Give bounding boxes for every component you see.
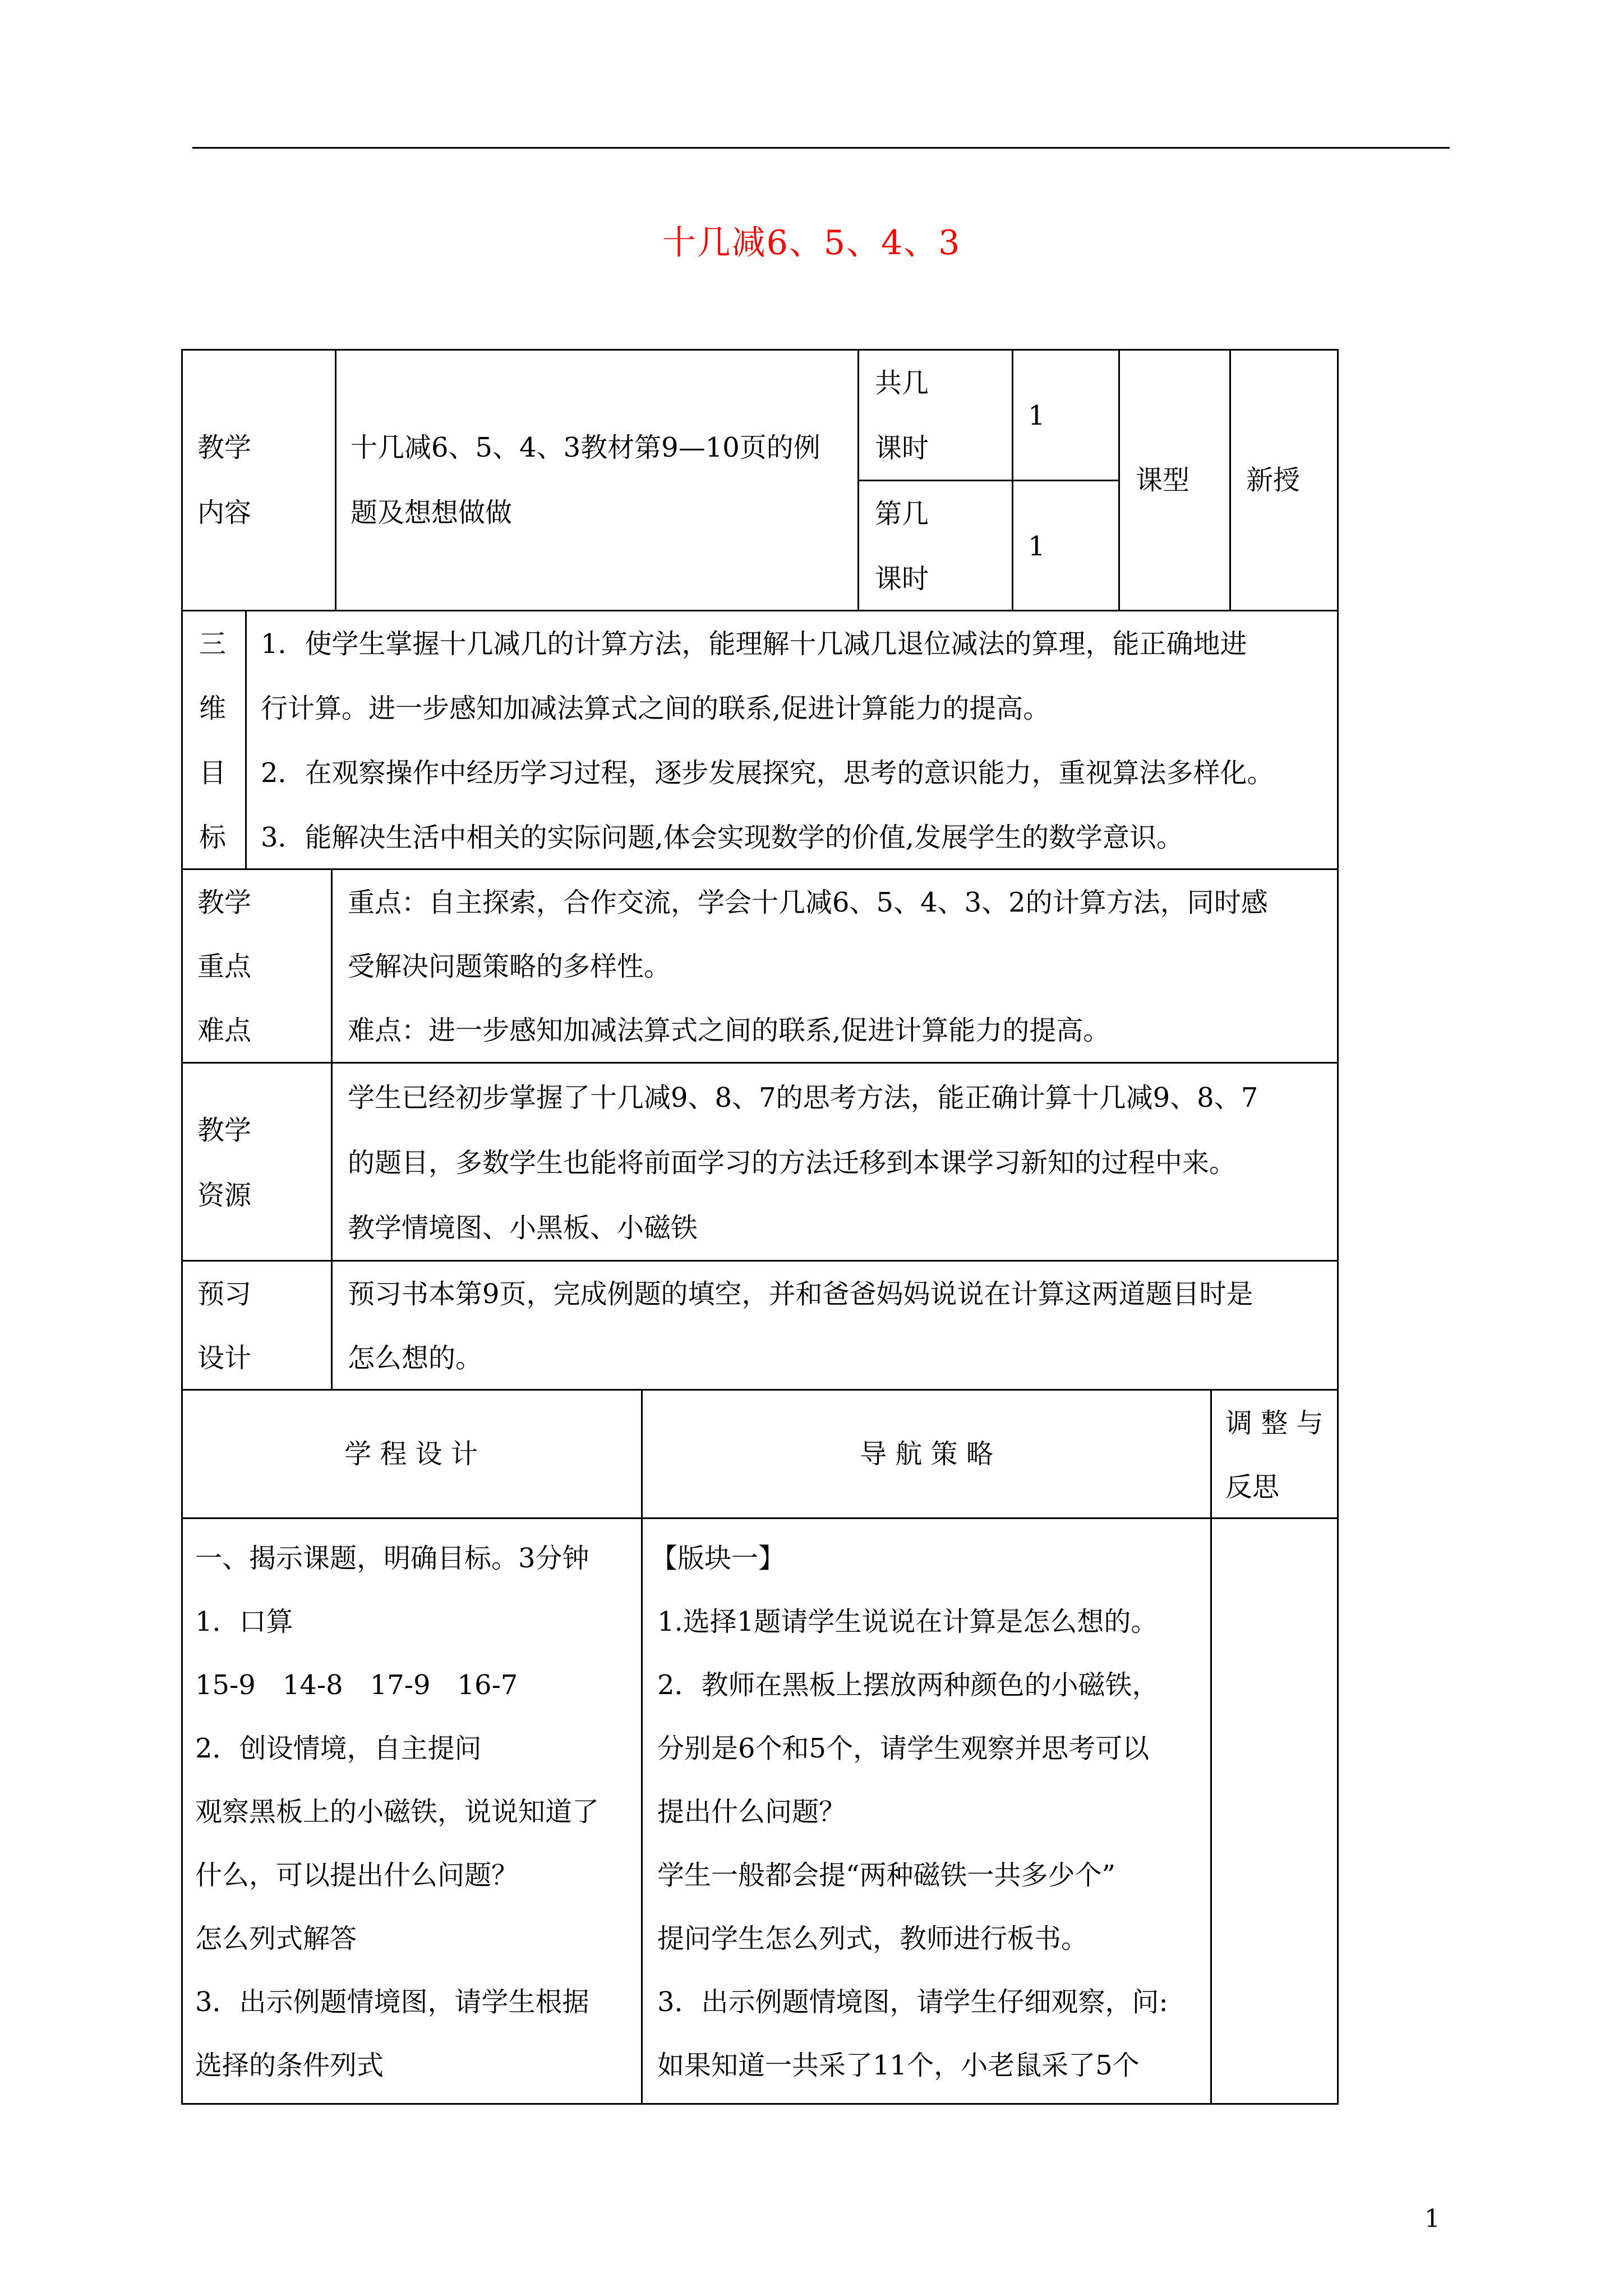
process-line: 选择的条件列式 (195, 2050, 384, 2081)
col-divider (641, 1389, 643, 2105)
goals-label-char: 三 (199, 628, 227, 660)
preview-label: 设计 (197, 1342, 252, 1374)
total-periods-label: 共几 (875, 367, 929, 399)
preview-label: 预习 (197, 1278, 252, 1310)
key-points-label: 重点 (197, 951, 252, 982)
col-divider (335, 349, 336, 611)
resources-line: 教学情境图、小黑板、小磁铁 (348, 1212, 698, 1244)
goal-line: 行计算。进一步感知加减法算式之间的联系,促进计算能力的提高。 (261, 693, 1050, 724)
process-line: 一、揭示课题，明确目标。3分钟 (195, 1543, 589, 1574)
goal-line: 3．能解决生活中相关的实际问题,体会实现数学的价值,发展学生的数学意识。 (261, 822, 1184, 853)
key-points-label: 难点 (197, 1015, 252, 1046)
content-text: 十几减6、5、4、3教材第9—10页的例 (351, 432, 820, 463)
process-line: 观察黑板上的小磁铁，说说知道了 (195, 1796, 600, 1828)
process-line: 怎么列式解答 (195, 1923, 357, 1954)
key-points-line: 受解决问题策略的多样性。 (348, 951, 671, 982)
nth-period-label: 第几 (875, 498, 929, 530)
strategy-line: 提问学生怎么列式，教师进行板书。 (657, 1923, 1089, 1954)
key-points-line: 重点：自主探索，合作交流，学会十几减6、5、4、3、2的计算方法，同时感 (348, 887, 1268, 918)
col-divider (331, 868, 333, 1389)
total-periods-value: 1 (1028, 400, 1045, 431)
lesson-type-label: 课型 (1136, 464, 1190, 496)
total-periods-label: 课时 (875, 432, 929, 464)
nth-period-label: 课时 (875, 563, 929, 595)
content-label: 内容 (197, 497, 252, 528)
goal-line: 2．在观察操作中经历学习过程，逐步发展探究，思考的意识能力，重视算法多样化。 (261, 757, 1274, 789)
process-line: 3．出示例题情境图，请学生根据 (195, 1986, 589, 2018)
strategy-header: 导 航 策 略 (860, 1438, 993, 1470)
page-title: 十几减6、5、4、3 (662, 223, 961, 263)
col-divider (1210, 1389, 1212, 2105)
reflection-header: 反思 (1225, 1471, 1280, 1503)
strategy-line: 提出什么问题？ (657, 1796, 846, 1828)
col-divider (1118, 349, 1120, 611)
strategy-line: 分别是6个和5个，请学生观察并思考可以 (657, 1733, 1150, 1764)
strategy-line: 3．出示例题情境图，请学生仔细观察，问: (657, 1986, 1168, 2018)
strategy-line: 学生一般都会提“两种磁铁一共多少个” (657, 1860, 1116, 1891)
process-line: 2．创设情境，自主提问 (195, 1733, 482, 1764)
nth-period-value: 1 (1028, 531, 1045, 562)
content-label: 教学 (197, 432, 252, 463)
reflection-header: 调 整 与 (1225, 1407, 1324, 1439)
strategy-line: 如果知道一共采了11个，小老鼠采了5个 (657, 2050, 1140, 2081)
resources-label: 教学 (197, 1115, 252, 1146)
strategy-line: 2．教师在黑板上摆放两种颜色的小磁铁， (657, 1669, 1159, 1701)
row-divider (181, 1517, 1339, 1519)
process-header: 学 程 设 计 (344, 1438, 478, 1470)
preview-line: 怎么想的。 (348, 1342, 483, 1374)
goals-label-char: 标 (199, 822, 227, 853)
goal-line: 1．使学生掌握十几减几的计算方法，能理解十几减几退位减法的算理，能正确地进 (261, 628, 1247, 660)
strategy-line: 【版块一】 (651, 1543, 786, 1574)
key-points-line: 难点：进一步感知加减法算式之间的联系,促进计算能力的提高。 (348, 1015, 1110, 1046)
process-line: 什么，可以提出什么问题？ (195, 1860, 519, 1891)
goals-label-char: 目 (199, 757, 227, 789)
resources-line: 学生已经初步掌握了十几减9、8、7的思考方法，能正确计算十几减9、8、7 (348, 1082, 1258, 1114)
goals-label-char: 维 (199, 693, 227, 724)
page-number: 1 (1424, 2205, 1440, 2233)
process-line: 1．口算 (195, 1606, 293, 1637)
resources-line: 的题目，多数学生也能将前面学习的方法迁移到本课学习新知的过程中来。 (348, 1147, 1237, 1179)
preview-line: 预习书本第9页，完成例题的填空，并和爸爸妈妈说说在计算这两道题目时是 (348, 1278, 1253, 1310)
header-rule (192, 147, 1450, 149)
lesson-type-value: 新授 (1246, 464, 1301, 496)
process-line: 15-9 14-8 17-9 16-7 (195, 1669, 518, 1701)
col-divider (245, 610, 247, 869)
key-points-label: 教学 (197, 887, 252, 918)
col-divider (1012, 349, 1013, 611)
strategy-line: 1.选择1题请学生说说在计算是怎么想的。 (657, 1606, 1158, 1637)
col-divider (857, 349, 859, 611)
col-divider (1229, 349, 1231, 611)
content-text: 题及想想做做 (351, 497, 513, 528)
resources-label: 资源 (197, 1180, 252, 1211)
